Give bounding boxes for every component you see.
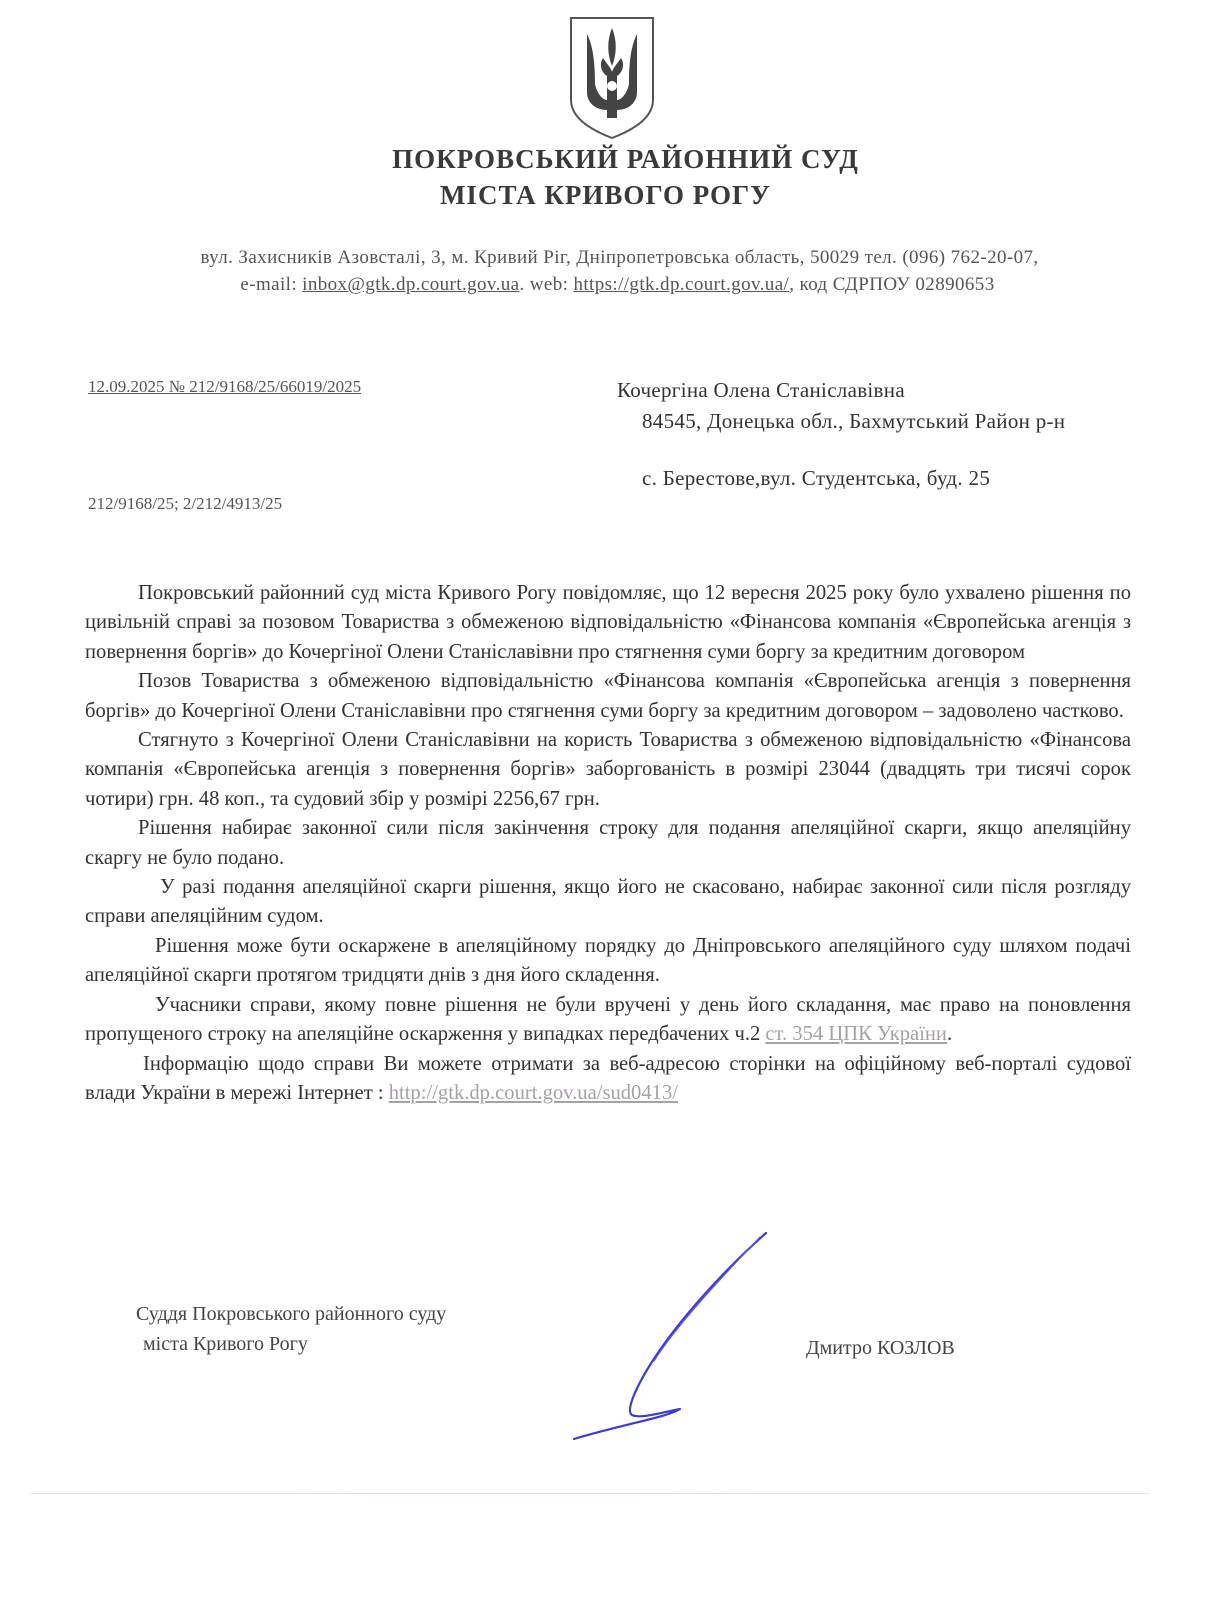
body-paragraph-7-end: . — [946, 1023, 953, 1046]
edrpou-code: , код СДРПОУ 02890653 — [789, 274, 995, 295]
outgoing-number: 12.09.2025 № 212/9168/25/66019/2025 — [88, 377, 362, 396]
case-reference: 212/9168/25; 2/212/4913/25 — [88, 494, 283, 513]
court-name-line2: МІСТА КРИВОГО РОГУ — [439, 180, 772, 210]
court-address: вул. Захисників Азовсталі, 3, м. Кривий Ріг, Дніпропетровська область, 50029 тел. (096) 762-20-07, — [200, 247, 1039, 268]
handwritten-signature — [560, 1225, 780, 1445]
body-paragraph-6: Рішення може бути оскаржене в апеляційному порядку до Дніпровського апеляційного суду шляхом подачі апеляційної скарги протягом тридцяти днів з дня його складення. — [85, 934, 1131, 987]
body-paragraph-7 — [85, 991, 1131, 1050]
footer-divider — [30, 1493, 1150, 1494]
court-name-line1: ПОКРОВСЬКИЙ РАЙОННИЙ СУД — [392, 144, 859, 174]
judge-title-line2: міста Кривого Рогу — [143, 1333, 308, 1355]
email-link[interactable]: inbox@gtk.dp.court.gov.ua — [302, 274, 520, 295]
recipient-address-line1: 84545, Донецька обл., Бахмутський Район р-н — [642, 409, 1066, 433]
body-paragraph-4: Рішення набирає законної сили після закінчення строку для подання апеляційної скарги, якщо апеляційну скаргу не було подано. — [85, 817, 1131, 869]
body-paragraph-3: Стягнуто з Кочергіної Олени Станіславівни на користь Товариства з обмеженою відповідальністю «Фінансова компанія «Європейська агенція з повернення боргів» заборгованість в розмірі 23044 (двадцять три тисячі сорок чотири) грн. 48 коп., та судовий збір у розмірі 2256,67 грн. — [85, 729, 1131, 810]
email-label: e-mail: — [240, 274, 303, 295]
body-paragraph-2: Позов Товариства з обмеженою відповідальністю «Фінансова компанія «Європейська агенція з повернення боргів» до Кочергіної Олени Станіславівни про стягнення суми боргу за кредитним договором – задоволено частково. — [85, 670, 1131, 722]
judge-title-line1: Суддя Покровського районного суду — [136, 1303, 447, 1325]
judge-name: Дмитро КОЗЛОВ — [806, 1337, 955, 1359]
body-paragraph-7-text: Учасники справи, якому повне рішення не були вручені у день його складання, має право на поновлення пропущеного строку на апеляційне оскарження у випадках передбачених ч.2 — [85, 993, 1131, 1046]
body-paragraph-1: Покровський районний суд міста Кривого Рогу повідомляє, що 12 вересня 2025 року було ухвалено рішення по цивільній справі за позовом Товариства з обмеженою відповідальністю «Фінансова компанія «Європейська агенція з повернення боргів» до Кочергіної Олени Станіславівни про стягнення суми боргу за кредитним договором — [85, 582, 1131, 663]
recipient-address-line2: с. Берестове,вул. Студентська, буд. 25 — [642, 466, 991, 490]
body-paragraph-8-text: Інформацію щодо справи Ви можете отримати за веб-адресою сторінки на офіційному веб-порталі судової влади України в мережі Інтернет : — [85, 1052, 1131, 1104]
trident-emblem — [567, 14, 657, 140]
court-contacts — [12, 274, 1211, 296]
court-portal-link[interactable]: http://gtk.dp.court.gov.ua/sud0413/ — [388, 1081, 678, 1104]
web-link[interactable]: https://gtk.dp.court.gov.ua/ — [573, 274, 790, 295]
body-paragraph-5: У разі подання апеляційної скарги рішення, якщо його не скасовано, набирає законної сили після розгляду справи апеляційним судом. — [85, 876, 1131, 928]
web-label: . web: — [519, 274, 574, 295]
recipient-name: Кочергіна Олена Станіславівна — [617, 378, 905, 402]
letter-body — [85, 579, 1131, 1108]
body-paragraph-8 — [85, 1050, 1131, 1109]
law-article-link[interactable]: ст. 354 ЦПК України — [765, 1023, 947, 1046]
